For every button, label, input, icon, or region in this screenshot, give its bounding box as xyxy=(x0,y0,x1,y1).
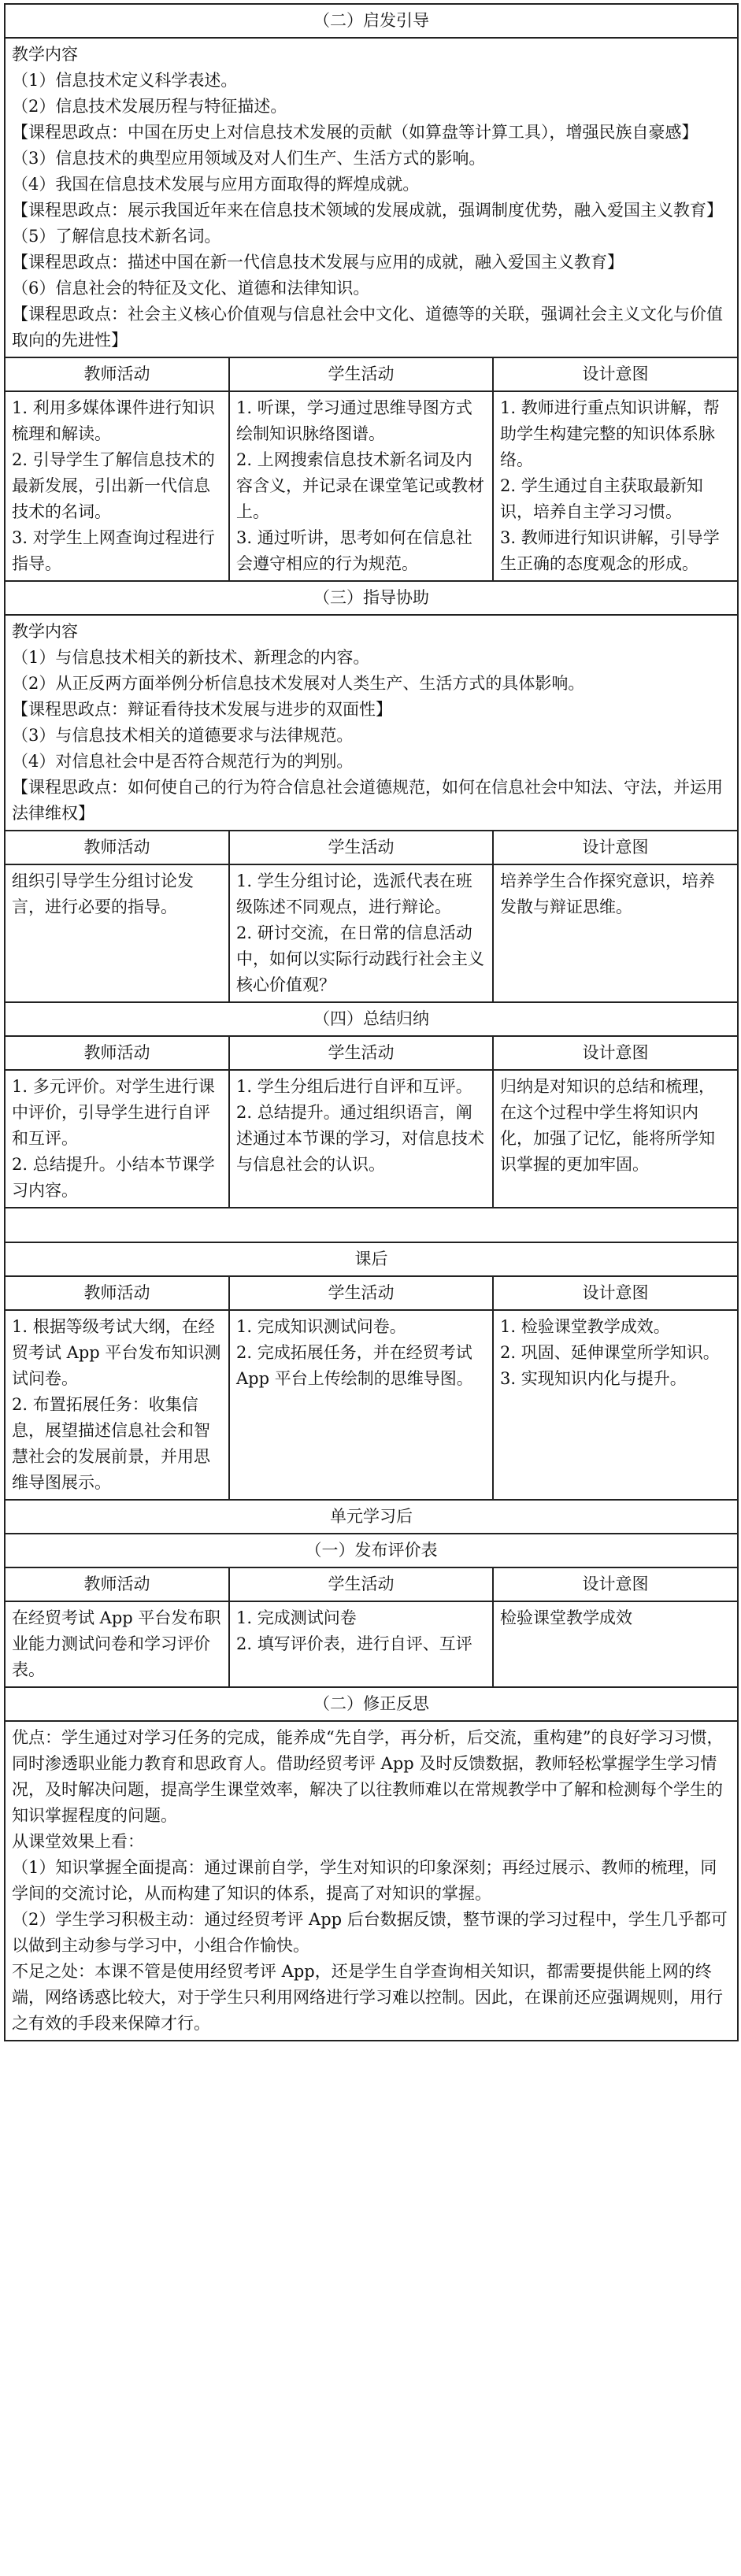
content-line: 教学内容 xyxy=(12,622,78,641)
content-line: （1）与信息技术相关的新技术、新理念的内容。 xyxy=(12,648,370,667)
subsection-title-evaluation: （一）发布评价表 xyxy=(5,1534,738,1567)
zongjie-teacher-activity: 1. 多元评价。对学生进行课中评价，引导学生进行自评和互评。 2. 总结提升。小结本节课学习内容。 xyxy=(5,1070,229,1208)
col-header-teacher: 教师活动 xyxy=(5,1567,229,1601)
col-header-intent: 设计意图 xyxy=(493,357,738,391)
col-header-student: 学生活动 xyxy=(229,1567,493,1601)
zhidao-student-activity: 1. 学生分组讨论，选派代表在班级陈述不同观点，进行辩论。 2. 研讨交流，在日常的信息活动中，如何以实际行动践行社会主义核心价值观？ xyxy=(229,864,493,1002)
col-header-teacher: 教师活动 xyxy=(5,831,229,864)
col-header-intent: 设计意图 xyxy=(493,1567,738,1601)
lesson-plan-page xyxy=(4,3,737,2041)
kehou-teacher-activity: 1. 根据等级考试大纲，在经贸考试 App 平台发布知识测试问卷。 2. 布置拓展任务：收集信息，展望描述信息社会和智慧社会的发展前景，并用思维导图展示。 xyxy=(5,1310,229,1500)
content-line: 从课堂效果上看： xyxy=(12,1832,144,1851)
col-header-teacher: 教师活动 xyxy=(5,1276,229,1310)
content-line: （2）从正反两方面举例分析信息技术发展对人类生产、生活方式的具体影响。 xyxy=(12,674,585,693)
content-line: 【课程思政点：展示我国近年来在信息技术领域的发展成就，强调制度优势，融入爱国主义教育】 xyxy=(12,201,723,220)
col-header-student: 学生活动 xyxy=(229,1036,493,1070)
lesson-plan-table xyxy=(4,3,739,2041)
content-line: （4）我国在信息技术发展与应用方面取得的辉煌成就。 xyxy=(12,175,420,194)
section-content-zhidao xyxy=(5,615,738,831)
col-header-teacher: 教师活动 xyxy=(5,1036,229,1070)
content-line: 【课程思政点：描述中国在新一代信息技术发展与应用的成就，融入爱国主义教育】 xyxy=(12,253,624,272)
col-header-student: 学生活动 xyxy=(229,357,493,391)
col-header-teacher: 教师活动 xyxy=(5,357,229,391)
content-line: （1）知识掌握全面提高：通过课前自学，学生对知识的印象深刻；再经过展示、教师的梳理，同学间的交流讨论，从而构建了知识的体系，提高了对知识的掌握。 xyxy=(12,1858,717,1903)
zongjie-design-intent: 归纳是对知识的总结和梳理，在这个过程中学生将知识内化，加强了记忆，能将所学知识掌握的更加牢固。 xyxy=(493,1070,738,1208)
danyuan-teacher-activity: 在经贸考试 App 平台发布职业能力测试问卷和学习评价表。 xyxy=(5,1601,229,1687)
subsection-title-reflection: （二）修正反思 xyxy=(5,1687,738,1721)
section-title-qifa: （二）启发引导 xyxy=(5,4,738,38)
col-header-student: 学生活动 xyxy=(229,1276,493,1310)
content-line: （3）与信息技术相关的道德要求与法律规范。 xyxy=(12,726,354,745)
col-header-intent: 设计意图 xyxy=(493,1276,738,1310)
content-line: （4）对信息社会中是否符合规范行为的判别。 xyxy=(12,752,354,771)
blank-row xyxy=(5,1208,738,1242)
content-line: （1）信息技术定义科学表述。 xyxy=(12,71,238,90)
content-line: （5）了解信息技术新名词。 xyxy=(12,227,221,246)
content-lines xyxy=(12,619,731,827)
zhidao-teacher-activity: 组织引导学生分组讨论发言，进行必要的指导。 xyxy=(5,864,229,1002)
col-header-intent: 设计意图 xyxy=(493,1036,738,1070)
zhidao-design-intent: 培养学生合作探究意识，培养发散与辩证思维。 xyxy=(493,864,738,1002)
section-title-zongjie: （四）总结归纳 xyxy=(5,1002,738,1036)
content-line: 【课程思政点：中国在历史上对信息技术发展的贡献（如算盘等计算工具），增强民族自豪感】 xyxy=(12,123,698,142)
content-line: 不足之处：本课不管是使用经贸考评 App，还是学生自学查询相关知识，都需要提供能上网的终端，网络诱惑比较大，对于学生只利用网络进行学习难以控制。因此，在课前还应强调规则，用行之有效的手段来保障才行。 xyxy=(12,1962,723,2033)
col-header-student: 学生活动 xyxy=(229,831,493,864)
zongjie-student-activity: 1. 学生分组后进行自评和互评。 2. 总结提升。通过组织语言，阐述通过本节课的学习，对信息技术与信息社会的认识。 xyxy=(229,1070,493,1208)
danyuan-student-activity: 1. 完成测试问卷 2. 填写评价表，进行自评、互评 xyxy=(229,1601,493,1687)
content-line: 优点：学生通过对学习任务的完成，能养成“先自学，再分析，后交流，重构建”的良好学习习惯，同时渗透职业能力教育和思政育人。借助经贸考评 App 及时反馈数据，教师轻松掌握学生学习情况，及时解决问题，提高学生课堂效率，解决了以往教师难以在常规教学中了解和检测每个学生的知识掌握程度的问题。 xyxy=(12,1728,724,1825)
content-line: 教学内容 xyxy=(12,45,78,64)
content-line: 【课程思政点：辩证看待技术发展与进步的双面性】 xyxy=(12,700,392,719)
section-content-qifa xyxy=(5,38,738,357)
qifa-teacher-activity: 1. 利用多媒体课件进行知识梳理和解读。 2. 引导学生了解信息技术的最新发展，引出新一代信息技术的名词。 3. 对学生上网查询过程进行指导。 xyxy=(5,391,229,581)
content-line: 【课程思政点：社会主义核心价值观与信息社会中文化、道德等的关联，强调社会主义文化与价值取向的先进性】 xyxy=(12,305,723,350)
kehou-student-activity: 1. 完成知识测试问卷。 2. 完成拓展任务，并在经贸考试 App 平台上传绘制的思维导图。 xyxy=(229,1310,493,1500)
danyuan-design-intent: 检验课堂教学成效 xyxy=(493,1601,738,1687)
content-lines xyxy=(12,1725,731,2037)
kehou-design-intent: 1. 检验课堂教学成效。 2. 巩固、延伸课堂所学知识。 3. 实现知识内化与提升。 xyxy=(493,1310,738,1500)
section-title-kehou: 课后 xyxy=(5,1242,738,1276)
content-line: 【课程思政点：如何使自己的行为符合信息社会道德规范，如何在信息社会中知法、守法，并运用法律维权】 xyxy=(12,778,723,823)
content-line: （3）信息技术的典型应用领域及对人们生产、生活方式的影响。 xyxy=(12,149,486,168)
content-line: （2）学生学习积极主动：通过经贸考评 App 后台数据反馈，整节课的学习过程中，学生几乎都可以做到主动参与学习中，小组合作愉快。 xyxy=(12,1910,728,1955)
section-title-zhidao: （三）指导协助 xyxy=(5,581,738,615)
content-lines xyxy=(12,42,731,353)
qifa-student-activity: 1. 听课，学习通过思维导图方式绘制知识脉络图谱。 2. 上网搜索信息技术新名词及内容含义，并记录在课堂笔记或教材上。 3. 通过听讲，思考如何在信息社会遵守相应的行为规范。 xyxy=(229,391,493,581)
section-title-danyuan: 单元学习后 xyxy=(5,1500,738,1534)
content-line: （2）信息技术发展历程与特征描述。 xyxy=(12,97,287,116)
col-header-intent: 设计意图 xyxy=(493,831,738,864)
reflection-content xyxy=(5,1721,738,2041)
qifa-design-intent: 1. 教师进行重点知识讲解，帮助学生构建完整的知识体系脉络。 2. 学生通过自主获取最新知识，培养自主学习习惯。 3. 教师进行知识讲解，引导学生正确的态度观念的形成。 xyxy=(493,391,738,581)
content-line: （6）信息社会的特征及文化、道德和法律知识。 xyxy=(12,279,370,298)
